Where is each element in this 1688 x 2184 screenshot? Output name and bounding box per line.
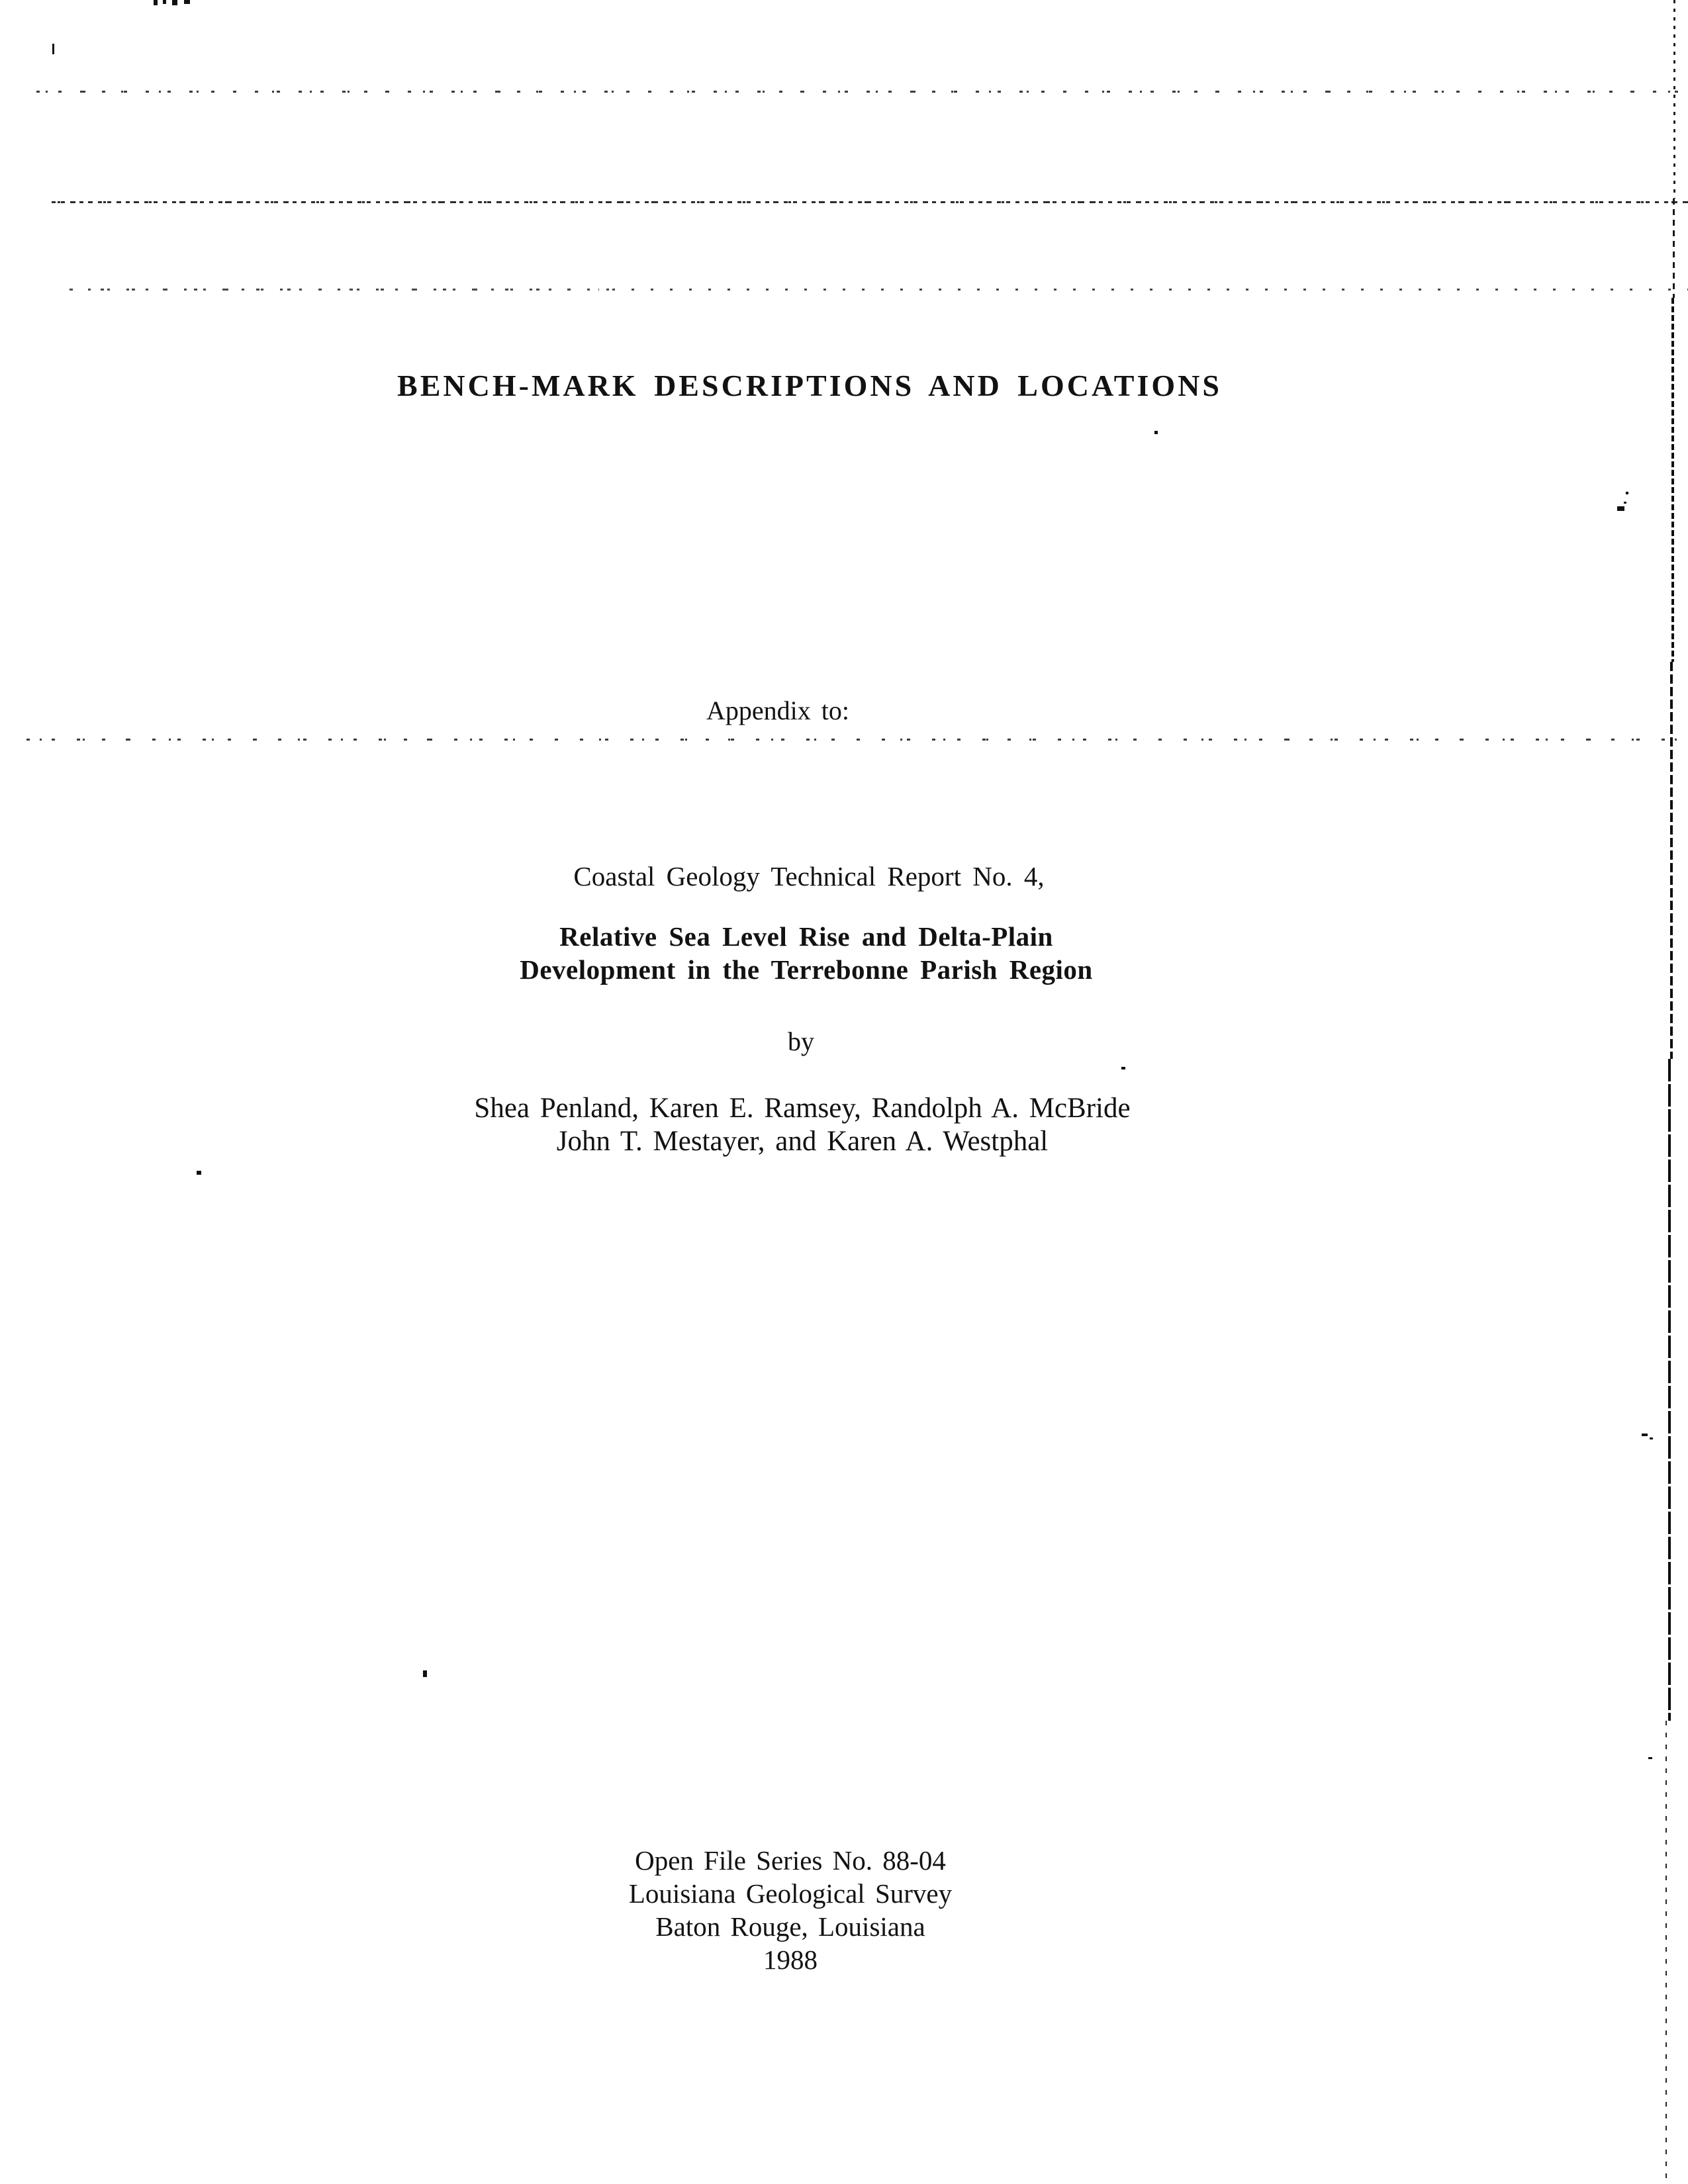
scan-dotted-line-upper xyxy=(52,201,1688,203)
scan-speck xyxy=(52,44,54,54)
authors-line1: Shea Penland, Karen E. Ramsey, Randolph A. McBride xyxy=(474,1093,1131,1124)
scan-dotted-line-top xyxy=(36,91,1685,93)
scan-speck xyxy=(423,1670,427,1677)
imprint-year: 1988 xyxy=(763,1944,818,1975)
scan-speck xyxy=(197,1171,201,1175)
authors-line2: John T. Mestayer, and Karen A. Westphal xyxy=(556,1126,1049,1157)
scan-speck xyxy=(1648,1757,1652,1759)
scan-speck xyxy=(1624,502,1626,504)
scan-vertical-line-segment xyxy=(1673,0,1675,199)
by-label: by xyxy=(788,1026,814,1056)
scan-speck xyxy=(1626,492,1628,494)
authors-block xyxy=(474,1092,1130,1158)
scan-dotted-line-upper2 xyxy=(70,289,1688,291)
report-title-line2: Development in the Terrebonne Parish Region xyxy=(520,954,1093,985)
scan-speck xyxy=(184,0,190,4)
scan-speck xyxy=(1617,506,1624,511)
scan-vertical-line-segment xyxy=(1673,199,1675,298)
scan-dotted-line-middle xyxy=(26,739,1678,741)
scan-speck xyxy=(1650,1437,1653,1439)
report-series-line: Coastal Geology Technical Report No. 4, xyxy=(573,861,1045,891)
scan-speck xyxy=(163,0,166,4)
scan-speck xyxy=(1642,1433,1648,1436)
document-title: BENCH-MARK DESCRIPTIONS AND LOCATIONS xyxy=(397,369,1222,402)
scan-speck xyxy=(154,0,158,5)
appendix-label: Appendix to: xyxy=(706,696,849,725)
imprint-organization: Louisiana Geological Survey xyxy=(628,1878,953,1909)
scan-vertical-line-segment xyxy=(1671,298,1674,662)
scan-speck xyxy=(1121,1067,1125,1069)
report-title xyxy=(520,920,1093,986)
report-title-line1: Relative Sea Level Rise and Delta-Plain xyxy=(559,921,1053,952)
imprint-series-no: Open File Series No. 88-04 xyxy=(635,1845,946,1876)
scan-vertical-line-segment xyxy=(1668,1059,1671,1721)
scan-speck xyxy=(1154,431,1158,434)
scan-vertical-line-segment xyxy=(1670,662,1673,1059)
imprint-location: Baton Rouge, Louisiana xyxy=(655,1911,925,1942)
imprint-block xyxy=(629,1844,952,1976)
scan-vertical-line-segment xyxy=(1665,1721,1667,2184)
scan-speck xyxy=(172,0,177,5)
